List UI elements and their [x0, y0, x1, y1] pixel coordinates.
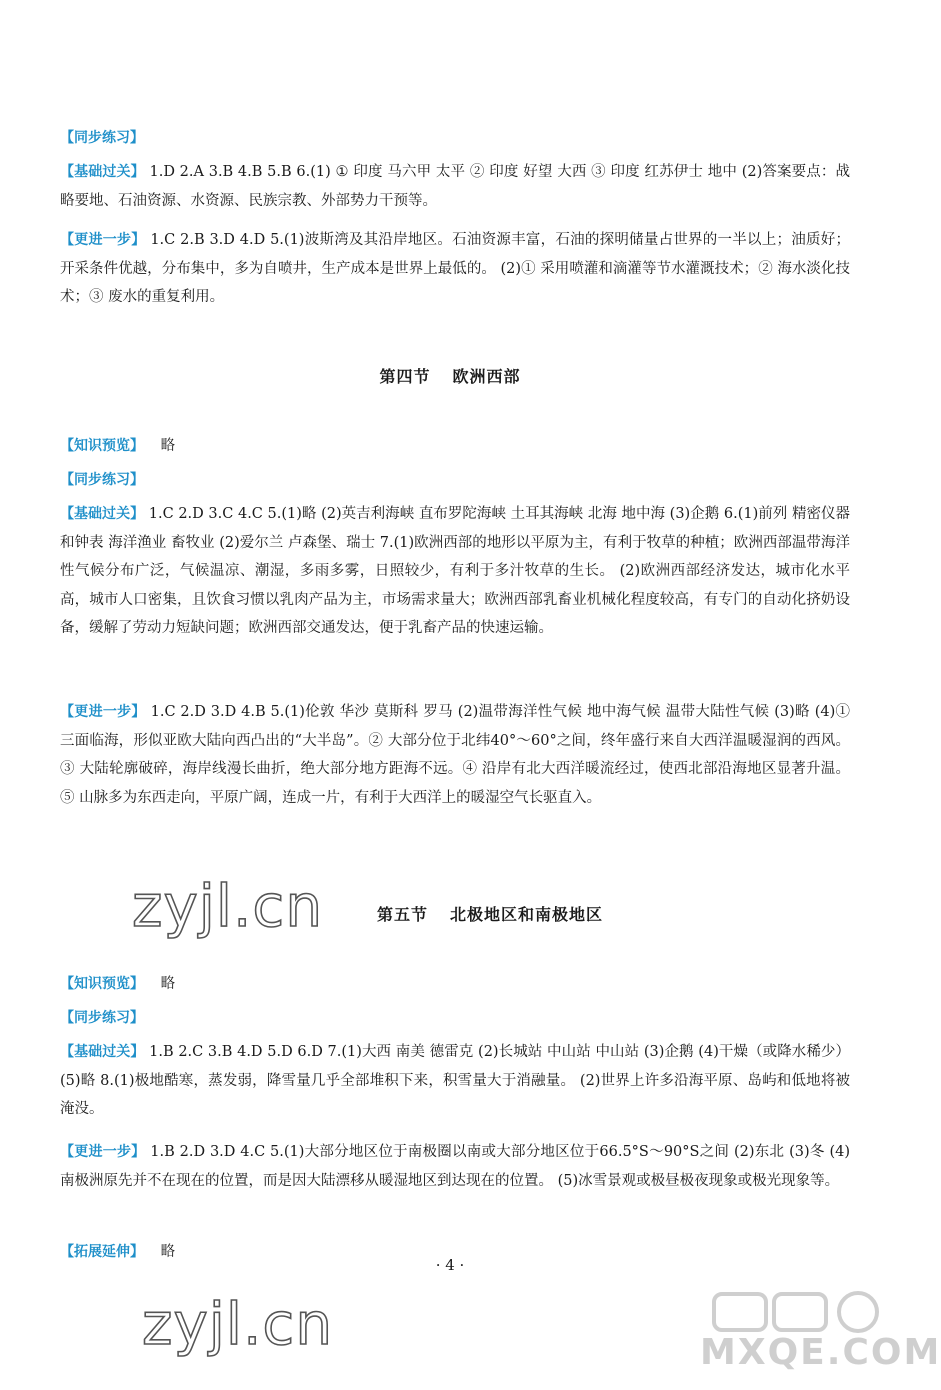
s4-gengjin-para	[60, 698, 850, 812]
s4-tongbu-line	[60, 466, 850, 495]
watermark-zyjl: zyjl.cn	[132, 872, 324, 940]
s4-gengjin-text: 1.C 2.D 3.D 4.B 5.(1)伦敦 华沙 莫斯科 罗马 (2)温带海洋性气候 地中海气候 温带大陆性气候 (3)略 (4)① 三面临海，形似亚欧大陆向西凸出的“大半岛”。② 大部分位于北纬40°～60°之间，终年盛行来自大西洋温暖湿润的西风。③ 大陆轮廓破碎，海岸线漫长曲折，绝大部分地方距海不远。④ 沿岸有北大西洋暖流经过，使西北部沿海地区显著升温。⑤ 山脉多为东西走向，平原广阔，连成一片，有利于大西洋上的暖湿空气长驱直入。	[60, 704, 851, 806]
watermark-mxqe: MXQE.COM	[700, 1332, 941, 1373]
s5-jichu-text: 1.B 2.C 3.B 4.D 5.D 6.D 7.(1)大西 南美 德雷克 (2)长城站 中山站 中山站 (3)企鹅 (4)干燥（或降水稀少） (5)略 8.(1)极地酷寒，蒸发弱，降雪量几乎全部堆积下来，积雪量大于消融量。 (2)世界上许多沿海平原、岛屿和低地将被淹没。	[60, 1044, 851, 1117]
s5-jichu-para	[60, 1038, 850, 1124]
s5-gengjin-text: 1.B 2.D 3.D 4.C 5.(1)大部分地区位于南极圈以南或大部分地区位于66.5°S～90°S之间 (2)东北 (3)冬 (4)南极洲原先并不在现在的位置，而是因大陆漂移从暖湿地区到达现在的位置。 (5)冰雪景观或极昼极夜现象或极光现象等。	[60, 1144, 851, 1189]
s3-tongbu-line	[60, 124, 850, 153]
watermark-logo-icon	[712, 1290, 892, 1334]
tag-gengjin: 【更进一步】	[60, 232, 146, 248]
s4-zhishi-line	[60, 432, 850, 461]
tag-tongbu: 【同步练习】	[60, 472, 144, 488]
s4-jichu-para	[60, 500, 850, 643]
s4-jichu-text: 1.C 2.D 3.C 4.C 5.(1)略 (2)英吉利海峡 直布罗陀海峡 土耳其海峡 北海 地中海 (3)企鹅 6.(1)前列 精密仪器和钟表 海洋渔业 畜牧业 (2)爱尔兰 卢森堡、瑞士 7.(1)欧洲西部的地形以平原为主，有利于牧草的种植；欧洲西部温带海洋性气候分布广泛，气候温凉、潮湿，多雨多雾，日照较少，有利于多汁牧草的生长。 (2)欧洲西部经济发达，城市化水平高，城市人口密集，且饮食习惯以乳肉产品为主，市场需求量大；欧洲西部乳畜业机械化程度较高，有专门的自动化挤奶设备，缓解了劳动力短缺问题；欧洲西部交通发达，便于乳畜产品的快速运输。	[60, 506, 851, 636]
section-4-title: 欧洲西部	[452, 367, 521, 386]
tag-tuozhan: 【拓展延伸】	[60, 1244, 144, 1260]
tag-tongbu: 【同步练习】	[60, 1010, 144, 1026]
tag-zhishi: 【知识预览】	[60, 976, 144, 992]
tag-zhishi: 【知识预览】	[60, 438, 144, 454]
s3-gengjin-para	[60, 226, 850, 312]
s4-zhishi-text: 略	[160, 438, 176, 454]
s3-gengjin-text: 1.C 2.B 3.D 4.D 5.(1)波斯湾及其沿岸地区。石油资源丰富，石油的探明储量占世界的一半以上；油质好；开采条件优越，分布集中，多为自喷井，生产成本是世界上最低的。 (2)① 采用喷灌和滴灌等节水灌溉技术；② 海水淡化技术；③ 废水的重复利用。	[60, 232, 850, 305]
page-number: · 4 ·	[435, 1256, 465, 1274]
section-5-number: 第五节	[376, 905, 428, 924]
s5-tuozhan-text: 略	[160, 1244, 176, 1260]
section-4-heading	[0, 364, 900, 387]
section-4-number: 第四节	[379, 367, 431, 386]
tag-gengjin: 【更进一步】	[60, 1144, 146, 1160]
tag-jichu: 【基础过关】	[60, 164, 145, 180]
s3-jichu-text: 1.D 2.A 3.B 4.B 5.B 6.(1) ① 印度 马六甲 太平 ② 印度 好望 大西 ③ 印度 红苏伊士 地中 (2)答案要点：战略要地、石油资源、水资源、民族宗教、外部势力干预等。	[60, 164, 850, 209]
s5-zhishi-text: 略	[160, 976, 176, 992]
tag-jichu: 【基础过关】	[60, 506, 145, 522]
watermark-zyjl: zyjl.cn	[142, 1290, 334, 1358]
tag-jichu: 【基础过关】	[60, 1044, 145, 1060]
s5-tongbu-line	[60, 1004, 850, 1033]
s5-zhishi-line	[60, 970, 850, 999]
tag-tongbu: 【同步练习】	[60, 130, 144, 146]
section-5-title: 北极地区和南极地区	[450, 905, 604, 924]
tag-gengjin: 【更进一步】	[60, 704, 146, 720]
s3-jichu-para	[60, 158, 850, 215]
s5-gengjin-para	[60, 1138, 850, 1195]
